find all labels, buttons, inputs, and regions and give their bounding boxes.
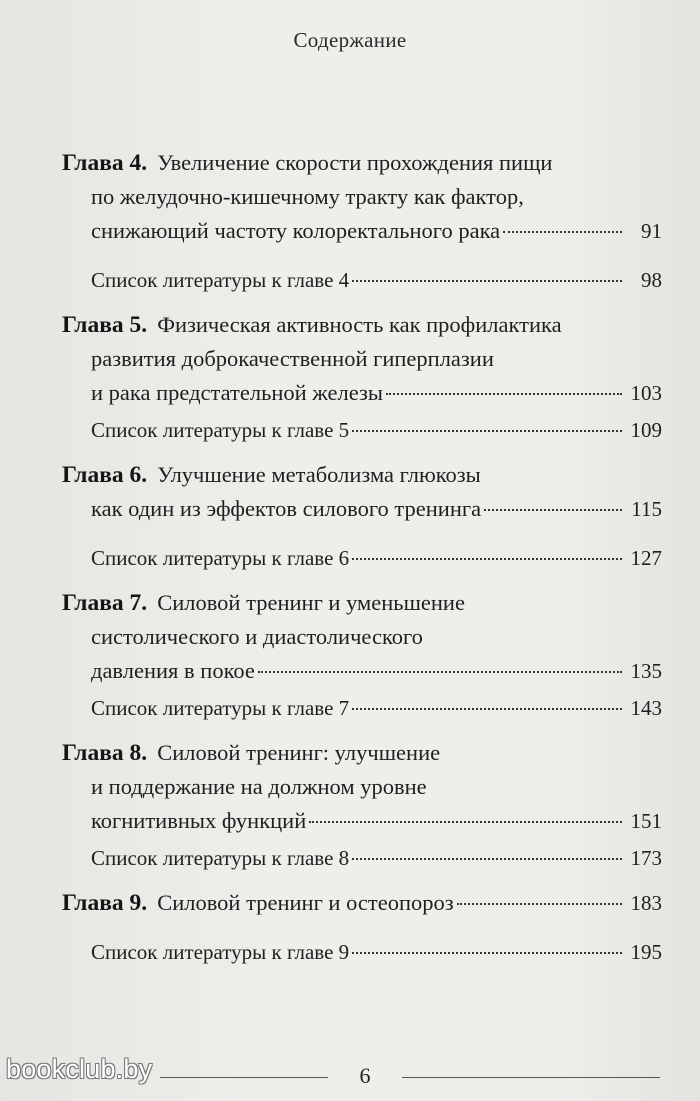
chapter-title-text: Силовой тренинг: улучшение <box>157 740 441 765</box>
references-page-number: 195 <box>630 940 662 964</box>
chapter-title-line <box>62 218 662 252</box>
references-label: Список литературы к главе 9 <box>91 940 350 964</box>
toc-entry-chapter-5 <box>62 312 662 452</box>
chapter-title-line <box>62 380 662 414</box>
chapter-page-number: 135 <box>630 659 662 683</box>
chapter-title-line <box>62 624 662 658</box>
references-label: Список литературы к главе 5 <box>91 418 350 442</box>
chapter-title-line <box>62 590 662 624</box>
chapter-title-line <box>62 808 662 842</box>
dot-leader <box>258 671 622 673</box>
references-label: Список литературы к главе 8 <box>91 846 350 870</box>
dot-leader <box>352 280 622 282</box>
chapter-label: Глава 4. <box>62 150 148 176</box>
chapter-title-line <box>62 496 662 530</box>
references-line <box>62 268 662 302</box>
chapter-title-text: Увеличение скорости прохождения пищи <box>157 150 553 175</box>
chapter-title-text: Улучшение метаболизма глюкозы <box>157 462 481 487</box>
dot-leader <box>386 393 622 395</box>
chapter-page-number: 151 <box>630 809 662 833</box>
chapter-title-text: и поддержание на должном уровне <box>91 774 427 799</box>
chapter-title-text: по желудочно-кишечному тракту как фактор, <box>91 184 524 209</box>
dot-leader <box>484 509 622 511</box>
references-label: Список литературы к главе 4 <box>91 268 350 292</box>
toc-entry-chapter-4 <box>62 150 662 302</box>
references-label: Список литературы к главе 6 <box>91 546 350 570</box>
chapter-title-line <box>62 184 662 218</box>
chapter-title-text: и рака предстательной железы <box>91 380 384 405</box>
chapter-title-text: Силовой тренинг и уменьшение <box>157 590 465 615</box>
toc-entry-chapter-6 <box>62 462 662 580</box>
chapter-title-line <box>62 658 662 692</box>
chapter-label: Глава 5. <box>62 312 148 338</box>
chapter-title-line <box>62 740 662 774</box>
dot-leader <box>352 952 622 954</box>
chapter-page-number: 183 <box>630 891 662 915</box>
toc-entry-chapter-7 <box>62 590 662 730</box>
table-of-contents <box>62 150 662 984</box>
chapter-title-line <box>62 462 662 496</box>
dot-leader <box>352 558 622 560</box>
references-page-number: 98 <box>641 268 662 292</box>
footer-rule <box>402 1077 660 1078</box>
references-line <box>62 546 662 580</box>
chapter-label: Глава 8. <box>62 740 148 766</box>
page-number: 6 <box>359 1063 371 1088</box>
references-line <box>62 418 662 452</box>
chapter-label: Глава 6. <box>62 462 148 488</box>
chapter-title-text: давления в покое <box>91 658 255 683</box>
chapter-title-line <box>62 890 662 924</box>
chapter-title-text: развития доброкачественной гиперплазии <box>91 346 494 371</box>
dot-leader <box>352 708 622 710</box>
references-page-number: 173 <box>630 846 662 870</box>
references-page-number: 109 <box>630 418 662 442</box>
chapter-title-line <box>62 150 662 184</box>
chapter-title-text: снижающий частоту колоректального рака <box>91 218 501 243</box>
chapter-page-number: 115 <box>631 497 662 521</box>
chapter-title-text: как один из эффектов силового тренинга <box>91 496 482 521</box>
chapter-title-text: Силовой тренинг и остеопороз <box>157 890 454 915</box>
references-line <box>62 846 662 880</box>
dot-leader <box>352 858 622 860</box>
footer-rule <box>160 1077 328 1078</box>
chapter-title-line <box>62 346 662 380</box>
chapter-label: Глава 9. <box>62 890 148 916</box>
references-label: Список литературы к главе 7 <box>91 696 350 720</box>
chapter-title-text: когнитивных функций <box>91 808 307 833</box>
chapter-title-text: Физическая активность как профилактика <box>157 312 562 337</box>
chapter-page-number: 91 <box>641 219 662 243</box>
dot-leader <box>503 231 622 233</box>
watermark: bookclub.by <box>6 1054 153 1084</box>
dot-leader <box>457 903 622 905</box>
chapter-label: Глава 7. <box>62 590 148 616</box>
chapter-page-number: 103 <box>630 381 662 405</box>
references-page-number: 127 <box>630 546 662 570</box>
toc-entry-chapter-8 <box>62 740 662 880</box>
dot-leader <box>352 430 622 432</box>
toc-entry-chapter-9 <box>62 890 662 974</box>
dot-leader <box>309 821 622 823</box>
references-line <box>62 940 662 974</box>
chapter-title-line <box>62 774 662 808</box>
references-page-number: 143 <box>630 696 662 720</box>
chapter-title-line <box>62 312 662 346</box>
chapter-title-text: систолического и диастолического <box>91 624 423 649</box>
references-line <box>62 696 662 730</box>
running-header: Содержание <box>293 28 407 52</box>
